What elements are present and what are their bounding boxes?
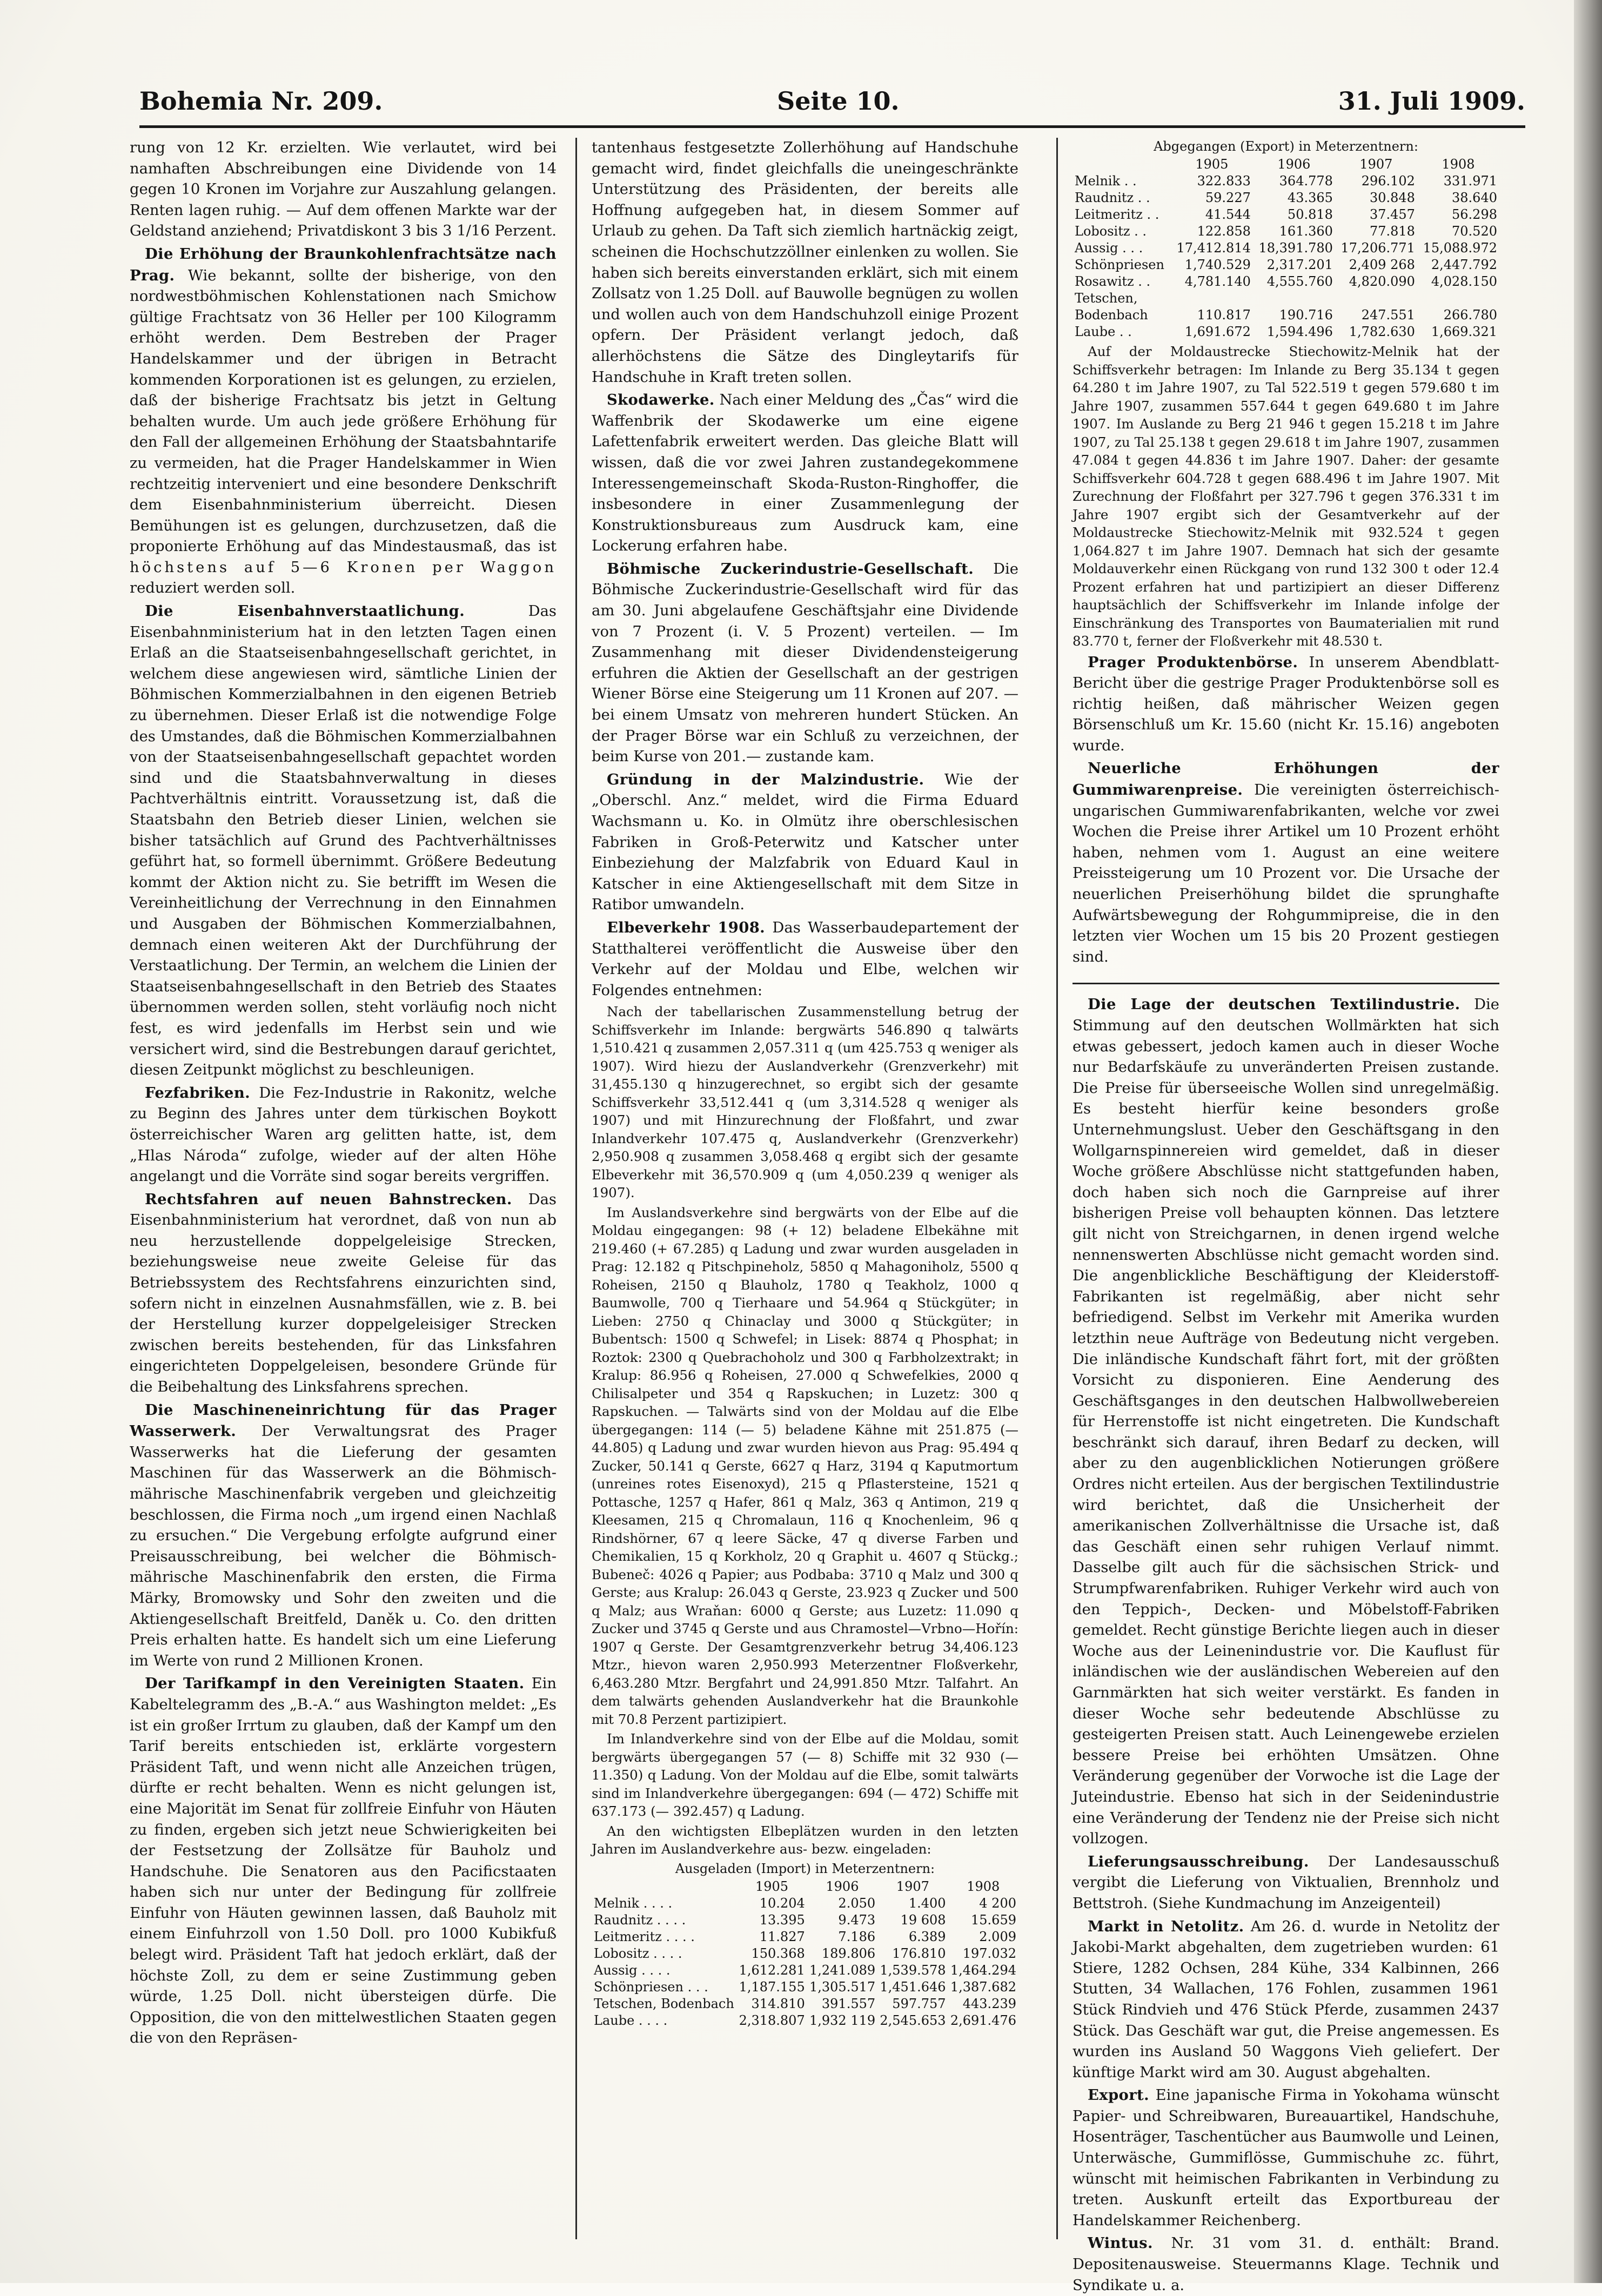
article-headline: Die Maschineneinrichtung für das Prager Wasserwerk. bbox=[130, 1401, 557, 1440]
table-cell: 1,782.630 bbox=[1349, 324, 1415, 339]
article-text: In unserem Abendblatt-Bericht über die gestrige Prager Produktenbörse soll es richtig heißen, daß mährischer Weizen gegen Börsenschluß um Kr. 15.60 (nicht Kr. 15.16) angeboten wurde. bbox=[1073, 654, 1499, 754]
article-paragraph: An den wichtigsten Elbeplätzen wurden in den letzten Jahren im Auslandverkehre aus- bezw. eingeladen: bbox=[592, 1823, 1018, 1857]
table-row bbox=[592, 1945, 1018, 1962]
table-cell: 331.971 bbox=[1443, 173, 1497, 189]
table-cell: 190.716 bbox=[1279, 307, 1333, 323]
article-paragraph: Im Auslandsverkehre sind bergwärts von der Elbe auf die Moldau eingegangen: 98 (+ 12) beladene Elbekähne mit 219.460 (+ 67.285) q Ladung und zwar wurden ausgeladen in Prag: 12.182 q Pitschpineholz, 5850 q Mahagoniholz, 5500 q Roheisen, 2150 q Blauholz, 1780 q Teakholz, 1000 q Baumwolle, 700 q Tierhaare und 54.964 q Stückgüter; in Lieben: 2750 q Chinaclay und 3000 q Stückgüter; in Bubentsch: 1500 q Schwefel; in Lisek: 8874 q Phosphat; in Roztok: 2300 q Quebrachoholz und 300 q Farbholzextrakt; in Kralup: 86.956 q Roheisen, 27.000 q Schwefelkies, 2000 q Chilisalpeter und 354 q Rapskuchen; in Luzetz: 300 q Rapskuchen. — Talwärts sind von der Moldau auf die Elbe übergegangen: 114 (— 5) beladene Kähne mit 251.875 (— 44.805) q Ladung und zwar wurden hievon aus Prag: 95.494 q Zucker, 50.141 q Gerste, 6627 q Harz, 3194 q Kaputmortum (unreines rotes Eisenoxyd), 215 q Pflastersteine, 1521 q Pottasche, 1257 q Hafer, 861 q Malz, 363 q Antimon, 219 q Kleesamen, 215 q Chromalaun, 116 q Knochenleim, 96 q Rindshörner, 67 q leere Säcke, 47 q diverse Farben und Chemikalien, 15 q Korkholz, 20 q Graphit u. 4607 q Stückg.; Bubeneč: 4026 q Papier; aus Podbaba: 3710 q Malz und 300 q Gerste; aus Kralup: 26.043 q Gerste, 23.923 q Zucker und 500 q Malz; aus Wraňan: 6000 q Gerste; aus Luzetz: 11.090 q Zucker und 3745 q Gerste und aus Chramostel—Vrbno—Hořín: 1907 q Gerste. Der Gesamtgrenzverkehr betrug 34,406.123 Mtzr., hievon waren 2,950.993 Meterzentner Floßverkehr, 6,463.280 Mtzr. Bergfahrt und 24,991.850 Mtzr. Talfahrt. An dem talwärts gehenden Auslandverkehr hat die Braunkohle mit 70.8 Perzent partizipiert. bbox=[592, 1204, 1018, 1727]
table-cell: 6.389 bbox=[908, 1929, 946, 1944]
article-text: Nach einer Meldung des „Čas“ wird die Waffenbrik der Skodawerke um eine eigene Lafettenfabrik erweitert werden. Das gleiche Blatt will wissen, daß die vor zwei Jahren zustandegekommene Interessengemeinschaft Skoda-Ruston-Ringhoffer, die insbesondere in einer Zusammenlegung der Konstruktionsbureaus zum Ausdruck kam, eine Lockerung erfahren habe. bbox=[592, 392, 1018, 555]
table-row bbox=[1073, 257, 1499, 273]
article-paragraph bbox=[130, 1673, 557, 2049]
table-cell: 322.833 bbox=[1197, 173, 1251, 189]
table-row-label: Schönpriesen . . . bbox=[594, 1979, 708, 1995]
table-row-label: Tetschen, Bodenbach bbox=[594, 1996, 734, 2011]
table-cell: 2.050 bbox=[838, 1895, 876, 1911]
table-cell: 1,305.517 bbox=[809, 1979, 876, 1995]
table-cell bbox=[1171, 290, 1253, 307]
article-text: Der Verwaltungsrat des Prager Wasserwerks hat die Lieferung der gesamten Maschinen für das Wasserwerk an die Böhmisch-mährische Maschinenfabrik vergeben und gleichzeitig beschlossen, die Firma noch „um irgend einen Nachlaß zu ersuchen.“ Die Vergebung erfolgte aufgrund einer Preisausschreibung, bei welcher die Böhmisch-mährische Maschinenfabrik den ersten, die Firma Märky, Bromowsky und Sohr den zweiten und die Aktiengesellschaft Breitfeld, Daněk u. Co. den dritten Preis erhalten hatte. Es handelt sich um eine Lieferung im Werte von rund 2 Millionen Kronen. bbox=[130, 1423, 557, 1669]
table-cell: 11.827 bbox=[759, 1929, 805, 1944]
article-text: reduziert werden soll. bbox=[130, 580, 296, 597]
article-paragraph bbox=[592, 390, 1018, 557]
table-row-label: Schönpriesen bbox=[1075, 257, 1164, 272]
table-cell: 2,317.201 bbox=[1266, 257, 1333, 272]
column-3 bbox=[1073, 138, 1500, 2294]
section-divider bbox=[1073, 983, 1499, 984]
article-paragraph bbox=[1073, 652, 1499, 757]
article-paragraph bbox=[592, 769, 1018, 916]
table-row bbox=[1073, 190, 1499, 206]
table-cell: 266.780 bbox=[1443, 307, 1497, 323]
article-headline: Die Erhöhung der Braunkohlenfrachtsätze nach Prag. bbox=[130, 245, 557, 284]
table-cell: 7.186 bbox=[838, 1929, 876, 1944]
table-row-label: Leitmeritz . . . . bbox=[594, 1929, 695, 1944]
table-cell: 1,932 119 bbox=[809, 2012, 876, 2028]
article-paragraph bbox=[1073, 758, 1499, 968]
table-cell: 1,740.529 bbox=[1184, 257, 1251, 272]
table-header-cell bbox=[592, 1878, 736, 1895]
article-paragraph bbox=[130, 601, 557, 1081]
article-text: Die Böhmische Zuckerindustrie-Gesellschaft wird für das am 30. Juni abgelaufene Geschäftsjahr eine Dividende von 7 Prozent (i. V. 5 Prozent) verteilen. — Im Zusammenhang mit dieser Dividendensteigerung erfuhren die Aktien der Gesellschaft an der gestrigen Wiener Börse eine Steigerung um 11 Kronen auf 207. — bei einem Umsatz von mehreren hundert Stücken. An der Prager Börse war ein Schluß zu verzeichnen, der beim Kurse von 201.— zustande kam. bbox=[592, 560, 1018, 766]
table-row bbox=[592, 2012, 1018, 2029]
table-row bbox=[592, 1895, 1018, 1912]
masthead bbox=[139, 86, 1525, 124]
table-cell: 19 608 bbox=[900, 1912, 946, 1928]
article-headline: Fezfabriken. bbox=[145, 1084, 251, 1102]
table-cell: 391.557 bbox=[821, 1996, 876, 2011]
table-row bbox=[592, 1912, 1018, 1929]
table-cell: 17,412.814 bbox=[1176, 240, 1251, 256]
article-paragraph bbox=[130, 244, 557, 599]
article-text: Am 26. d. wurde in Netolitz der Jakobi-Markt abgehalten, dem zugetrieben wurden: 61 Stiere, 1282 Ochsen, 284 Kühe, 334 Kalbinnen, 266 Stutten, 34 Wallachen, 176 Fohlen, zusammen 1961 Stück Rindvieh und 476 Stück Pferde, zusammen 2437 Stück. Das Geschäft war gut, die Preise angemessen. Es wurden ins Ausland 50 Waggons Vieh geliefert. Der künftige Markt wird am 30. August abgehalten. bbox=[1073, 1918, 1499, 2081]
article-paragraph bbox=[1073, 2085, 1499, 2231]
article-paragraph: rung von 12 Kr. erzielten. Wie verlautet, wird bei namhaften Abschreibungen eine Dividende von 14 gegen 10 Kronen im Vorjahre zur Auszahlung gelangen. Renten lagen ruhig. — Auf dem offenen Markte war der Geldstand anziehend; Privatdiskont 3 bis 3 1/16 Perzent. bbox=[130, 139, 557, 240]
table-row-label: Melnik . . bbox=[1075, 173, 1137, 189]
table-cell: 15,088.972 bbox=[1423, 240, 1497, 256]
table-header-cell: 1908 bbox=[967, 1878, 1000, 1894]
column-2 bbox=[592, 138, 1018, 2239]
article-headline: Markt in Netolitz. bbox=[1088, 1917, 1244, 1935]
article-text: Eine japanische Firma in Yokohama wünscht Papier- und Schreibwaren, Bureauartikel, Handschuhe, Hosenträger, Taschentücher aus Baumwolle und Leinen, Unterwäsche, Gummiflösse, Gummischuhe zc. führt, wünscht mit heimischen Fabrikanten in Verbindung zu treten. Auskunft erteilt das Exportbureau der Handelskammer Reichenberg. bbox=[1073, 2087, 1499, 2229]
table-cell: 2,691.476 bbox=[950, 2012, 1016, 2028]
table-cell: 4,820.090 bbox=[1349, 274, 1415, 289]
table-row-label: Leitmeritz . . bbox=[1075, 207, 1159, 222]
table-header-cell bbox=[1073, 156, 1171, 173]
article-text: Ein Kabeltelegramm des „B.-A.“ aus Washington meldet: „Es ist ein großer Irrtum zu glauben, daß der Kampf um den Tarif bereits entschieden ist, erklärte vorgestern Präsident Taft, und wenn nicht alle Anzeichen trügen, dürfte er recht behalten. Wenn es nicht gelungen ist, eine Majorität im Senat für zollfreie Einfuhr von Häuten zu finden, ergeben sich jetzt neue Schwierigkeiten bei der Festsetzung der Zollsätze für Bauholz und Handschuhe. Die Senatoren aus den Pacificstaaten haben sich nur unter der Bedingung für zollfreie Einfuhr von Häuten gewinnen lassen, daß Bauholz mit einem Einfuhrzoll von 1.50 Doll. pro 1000 Kubikfuß belegt wird. Präsident Taft hat jedoch erklärt, daß der höchste Zoll, zu dem er seine Zustimmung geben würde, 1.25 Doll. nicht übersteigen dürfe. Die Opposition, die von den mittelwestlichen Staaten gegen die von den Repräsen- bbox=[130, 1675, 557, 2047]
article-paragraph bbox=[130, 1083, 557, 1187]
table-cell: 1,451.646 bbox=[880, 1979, 946, 1995]
article-paragraph bbox=[1073, 2233, 1499, 2296]
article-text: Das Eisenbahnministerium hat verordnet, daß von nun ab neu herzustellende doppelgeleisige Strecken, beziehungsweise neue zweite Geleise für das Betriebssystem des Rechtsfahrens einzurichten sind, sofern nicht in einzelnen Ausnahmsfällen, wie z. B. bei der Herstellung kurzer doppelgeleisiger Strecken zwischen bereits bestehenden, für das Linksfahren eingerichteten Doppelgeleisen, besondere Gründe für die Beibehaltung des Linksfahrens sprechen. bbox=[130, 1191, 557, 1396]
table-cell: 4,555.760 bbox=[1266, 274, 1333, 289]
column-rule bbox=[575, 138, 577, 2239]
table-row bbox=[592, 1996, 1018, 2012]
table-cell: 364.778 bbox=[1279, 173, 1333, 189]
column-rule bbox=[1056, 138, 1058, 2239]
table-row bbox=[592, 1962, 1018, 1979]
article-text: Die vereinigten österreichisch-ungarischen Gummiwarenfabrikanten, welche vor zwei Wochen die Preise ihrer Artikel um 10 Prozent erhöht haben, nehmen vom 1. August an eine weitere Preissteigerung um 10 Prozent vor. Die Ursache der neuerlichen Preiserhöhung bildet die sprunghafte Aufwärtsbewegung der Rohgummipreise, die in den letzten vier Wochen um 15 bis 20 Prozent gestiegen sind. bbox=[1073, 782, 1499, 965]
article-text: Wie bekannt, sollte der bisherige, von den nordwestböhmischen Kohlenstationen nach Smichow gültige Frachtsatz von 36 Heller per 100 Kilogramm erhöht werden. Dem Bestreben der Prager Handelskammer und der übrigen in Betracht kommenden Korporationen ist es gelungen, zu erzielen, daß der bisherige Frachtsatz bis jetzt in Geltung behalten wurde. Um auch jede größere Erhöhung für den Fall der allgemeinen Erhöhung der Staatsbahntarife zu vermeiden, hat die Prager Handelskammer in Wien rechtzeitig interveniert und eine besondere Denkschrift dem Eisenbahnministerium überreicht. Diesen Bemühungen ist es gelungen, durchzusetzen, daß die proponierte Erhöhung auf das Mindestausmaß, das ist bbox=[130, 267, 557, 555]
table-cell: 1,187.155 bbox=[739, 1979, 805, 1995]
article-paragraph bbox=[592, 917, 1018, 1001]
table-cell: 1,241.089 bbox=[809, 1962, 876, 1978]
table-row bbox=[1073, 324, 1499, 340]
table-row-label: Aussig . . . bbox=[1075, 240, 1143, 256]
scan-edge bbox=[1574, 0, 1602, 2283]
article-headline: Elbeverkehr 1908. bbox=[607, 918, 766, 936]
table-cell: 38.640 bbox=[1452, 190, 1497, 205]
table-cell: 50.818 bbox=[1287, 207, 1333, 222]
table-header-row bbox=[1073, 156, 1499, 173]
table-cell bbox=[1417, 290, 1499, 307]
table-cell: 70.520 bbox=[1452, 224, 1497, 239]
table-caption: Abgegangen (Export) in Meterzentnern: bbox=[1154, 139, 1418, 154]
table-cell: 1,612.281 bbox=[739, 1962, 805, 1978]
table-cell: 43.365 bbox=[1287, 190, 1333, 205]
article-paragraph bbox=[130, 1189, 557, 1398]
table-cell: 1,669.321 bbox=[1431, 324, 1497, 339]
article-text: Die Stimmung auf den deutschen Wollmärkten hat sich etwas gebessert, jedoch kamen auch in dieser Woche nur Bedarfskäufe zu unveränderten Preisen zustande. Die Preise für überseeische Wollen sind unregelmäßig. Es besteht hierfür keine besonders große Unternehmungslust. Ueber den Geschäftsgang in den Wollgarnspinnereien wird gemeldet, daß in dieser Woche größere Abschlüsse nicht stattgefunden haben, doch haben sich noch die Garnpreise auf ihrer bisherigen Preise voll behaupten können. Das letztere gilt nicht von Streichgarnen, in denen irgend welche nennenswerten Abschlüsse nicht gemacht worden sind. Die angenblickliche Beschäftigung der Kleiderstoff-Fabrikanten ist regelmäßig, aber nicht sehr befriedigend. Selbst im Verkehr mit Amerika wurden letzthin neue Aufträge von Bedeutung nicht vergeben. Die inländische Kundschaft fährt fort, mit der größten Vorsicht zu disponieren. Eine Aenderung des Geschäftsganges in den deutschen Halbwollwebereien für Herrenstoffe ist nicht eingetreten. Die Kundschaft beschränkt sich darauf, ihren Bedarf zu decken, will aber zu den augenblicklichen Notierungen größere Ordres nicht erteilen. Aus der bergischen Textilindustrie wird berichtet, daß die Unsicherheit der amerikanischen Zollverhältnisse die Ursache ist, daß das Geschäft einen sehr ruhigen Verlauf nimmt. Dasselbe gilt auch für die sächsischen Strick- und Strumpfwarenfabriken. Ruhiger Verkehr wird auch von den Teppich-, Decken- und Möbelstoff-Fabriken gemeldet. Recht günstige Berichte liegen auch in dieser Woche aus der Leinenindustrie vor. Die Kauflust für inländischen wie der ausländischen Webereien auf den Garnmärkten hat sich weiter verstärkt. Es fanden in dieser Woche sehr bedeutende Abschlüsse zu gesteigerten Preisen statt. Auch Leinengewebe erzielen bessere Preise bei erhöhten Umsätzen. Ohne Veränderung gegenüber der Vorwoche ist die Lage der Juteindustrie. Ebenso hat sich in der Seidenindustrie eine Veränderung der Tendenz nie der Preise sich nicht vollzogen. bbox=[1073, 996, 1500, 1848]
table-row bbox=[1073, 173, 1499, 190]
table-cell: 59.227 bbox=[1205, 190, 1251, 205]
article-paragraph bbox=[1073, 1916, 1499, 2084]
table-cell: 161.360 bbox=[1279, 224, 1333, 239]
table-row-label: Raudnitz . . . . bbox=[594, 1912, 686, 1928]
table-row-label: Melnik . . . . bbox=[594, 1895, 673, 1911]
article-text: Das Wasserbaudepartement der Statthalterei veröffentlicht die Ausweise über den Verkehr auf der Moldau und Elbe, welchen wir Folgendes entnehmen: bbox=[592, 919, 1018, 999]
table-row bbox=[1073, 240, 1499, 257]
article-paragraph bbox=[1073, 1851, 1499, 1915]
table-cell: 56.298 bbox=[1452, 207, 1497, 222]
table-caption: Ausgeladen (Import) in Meterzentnern: bbox=[675, 1861, 935, 1876]
article-paragraph: tantenhaus festgesetzte Zollerhöhung auf Handschuhe gemacht wird, findet gleichfalls die uneingeschränkte Unterstützung des Präsidenten, der bereits alle Hoffnung aufgegeben hat, in diesem Sommer auf Urlaub zu gehen. Da Taft sich ziemlich hartnäckig zeigt, scheinen die Hochschutzzöllner einlenken zu wollen. Sie haben sich bereits einverstanden erklärt, sich mit einem Zollsatz von 1.25 Doll. auf Bauwolle begnügen zu wollen und wollen auch von dem Handschuhzoll einige Prozent opfern. Der Präsident verlangt jedoch, daß allerhöchstens die Sätze des Dingleytarifs für Handschuhe in Kraft treten sollen. bbox=[592, 139, 1018, 386]
table-row-label: Rosawitz . . bbox=[1075, 274, 1151, 289]
table-cell: 597.757 bbox=[892, 1996, 946, 2011]
article-headline: Böhmische Zuckerindustrie-Gesellschaft. bbox=[607, 560, 974, 578]
export-table bbox=[1073, 156, 1499, 340]
paper-issue: Bohemia Nr. 209. bbox=[139, 86, 383, 116]
table-row-label: Laube . . . . bbox=[594, 2012, 668, 2028]
masthead-rule bbox=[139, 125, 1525, 128]
table-cell: 296.102 bbox=[1361, 173, 1415, 189]
table-header-cell: 1905 bbox=[1195, 157, 1229, 172]
table-cell: 1,594.496 bbox=[1266, 324, 1333, 339]
table-row bbox=[1073, 273, 1499, 290]
table-cell: 314.810 bbox=[751, 1996, 805, 2011]
article-headline: Der Tarifkampf in den Vereinigten Staaten. bbox=[145, 1675, 525, 1693]
table-header-cell: 1906 bbox=[1277, 157, 1311, 172]
table-cell: 2,318.807 bbox=[739, 2012, 805, 2028]
table-cell: 247.551 bbox=[1361, 307, 1415, 323]
table-cell: 41.544 bbox=[1205, 207, 1251, 222]
table-cell: 4,781.140 bbox=[1184, 274, 1251, 289]
table-cell: 443.239 bbox=[962, 1996, 1016, 2011]
article-paragraph bbox=[130, 1400, 557, 1672]
table-cell: 17,206.771 bbox=[1340, 240, 1415, 256]
table-cell: 110.817 bbox=[1197, 307, 1251, 323]
table-cell: 176.810 bbox=[892, 1945, 946, 1961]
table-cell: 150.368 bbox=[751, 1945, 805, 1961]
table-cell: 122.858 bbox=[1197, 224, 1251, 239]
column-1 bbox=[130, 138, 557, 2239]
table-cell: 2,409 268 bbox=[1349, 257, 1415, 272]
article-headline: Prager Produktenbörse. bbox=[1088, 653, 1298, 671]
table-row-label: Laube . . bbox=[1075, 324, 1132, 339]
table-cell: 30.848 bbox=[1369, 190, 1415, 205]
article-headline: Export. bbox=[1088, 2086, 1150, 2104]
article-paragraph: Nach der tabellarischen Zusammenstellung betrug der Schiffsverkehr im Inlande: bergwärts 546.890 q talwärts 1,510.421 q zusammen 2,057.311 q (um 425.753 q weniger als 1907). Wird hiezu der Auslandverkehr (Grenzverkehr) mit 31,455.130 q hinzugerechnet, so ergibt sich der gesamte Schiffsverkehr 33,512.441 q (um 3,314.528 q weniger als 1907) und mit Hinzurechnung der Floßfahrt, und zwar Inlandverkehr 107.475 q, Auslandverkehr (Grenzverkehr) 2,950.908 q zusammen 3,058.468 q ergibt sich der gesamte Elbeverkehr mit 36,570.909 q (um 4,050.239 q weniger als 1907). bbox=[592, 1004, 1018, 1201]
table-row-label: Lobositz . . . . bbox=[594, 1945, 682, 1961]
table-header-cell: 1907 bbox=[1359, 157, 1393, 172]
table-cell: 1.400 bbox=[908, 1895, 946, 1911]
table-cell: 77.818 bbox=[1369, 224, 1415, 239]
table-cell: 37.457 bbox=[1369, 207, 1415, 222]
article-text: Die Fez-Industrie in Rakonitz, welche zu Beginn des Jahres unter dem türkischen Boykott österreichischer Waren arg gelitten hatte, ist, dem „Hlas Národa“ zufolge, wieder auf der alten Höhe angelangt und die Vorräte sind sogar bereits vergriffen. bbox=[130, 1084, 557, 1185]
article-paragraph: Auf der Moldaustrecke Stiechowitz-Melnik hat der Schiffsverkehr betragen: Im Inlande zu Berg 35.134 t gegen 64.280 t im Jahre 1907, zu Tal 522.519 t gegen 579.680 t im Jahre 1907, zusammen 557.644 t gegen 649.680 t im Jahre 1907. Im Auslande zu Berg 21 946 t gegen 15.218 t im Jahre 1907, zu Tal 25.138 t gegen 29.618 t im Jahre 1907, zusammen 47.084 t gegen 44.836 t im Jahre 1907. Daher: der gesamte Schiffsverkehr 604.728 t gegen 688.496 t im Jahre 1907. Mit Zurechnung der Floßfahrt per 327.796 t gegen 376.331 t im Jahre 1907 ergibt sich der Gesamtverkehr auf der Moldaustrecke Stiechowitz-Melnik mit 932.524 t gegen 1,064.827 t im Jahre 1907. Demnach hat sich der gesamte Moldauverkehr einen Rückgang von rund 132 300 t oder 12.4 Prozent erfahren hat und partizipiert an dieser Differenz hauptsächlich der Schiffsverkehr im Inlande infolge der Einschränkung des Transportes von Baumaterialien mit rund 83.770 t, ferner der Floßverkehr mit 48.530 t. bbox=[1073, 344, 1499, 649]
table-row-label: Raudnitz . . bbox=[1075, 190, 1150, 205]
table-cell: 1,464.294 bbox=[950, 1962, 1016, 1978]
table-header-row bbox=[592, 1878, 1018, 1895]
table-row bbox=[1073, 223, 1499, 240]
table-cell: 197.032 bbox=[962, 1945, 1016, 1961]
article-text: Der Landesausschuß vergibt die Lieferung von Viktualien, Brennholz und Bettstroh. (Siehe Kundmachung im Anzeigenteil) bbox=[1073, 1853, 1499, 1912]
table-cell: 1,691.672 bbox=[1184, 324, 1251, 339]
table-cell: 9.473 bbox=[838, 1912, 876, 1928]
table-cell bbox=[1253, 290, 1335, 307]
table-cell: 2.009 bbox=[979, 1929, 1016, 1944]
table-row bbox=[592, 1929, 1018, 1945]
article-headline: Skodawerke. bbox=[607, 391, 715, 409]
table-cell bbox=[1335, 290, 1417, 307]
article-paragraph: Im Inlandverkehre sind von der Elbe auf die Moldau, somit bergwärts übergegangen 57 (— 8) Schiffe mit 32 930 (— 11.350) q Ladung. Von der Moldau auf die Elbe, somit talwärts sind im Inlandverkehre übergegangen: 694 (— 472) Schiffe mit 637.173 (— 392.457) q Ladung. bbox=[592, 1731, 1018, 1820]
article-paragraph bbox=[592, 559, 1018, 768]
table-cell: 4,028.150 bbox=[1431, 274, 1497, 289]
table-cell: 2,447.792 bbox=[1431, 257, 1497, 272]
article-headline: Neuerliche Erhöhungen der Gummiwarenpreise. bbox=[1073, 760, 1499, 799]
article-headline: Wintus. bbox=[1088, 2234, 1153, 2252]
table-cell: 1,539.578 bbox=[880, 1962, 946, 1978]
table-row bbox=[1073, 290, 1499, 307]
table-cell: 10.204 bbox=[759, 1895, 805, 1911]
article-paragraph bbox=[1073, 994, 1499, 1849]
table-header-cell: 1908 bbox=[1442, 157, 1475, 172]
article-headline: Rechtsfahren auf neuen Bahnstrecken. bbox=[145, 1190, 512, 1208]
table-row bbox=[1073, 307, 1499, 324]
table-cell: 2,545.653 bbox=[880, 2012, 946, 2028]
table-row-label: Tetschen, bbox=[1075, 291, 1138, 306]
table-cell: 1,387.682 bbox=[950, 1979, 1016, 1995]
article-text: Das Eisenbahnministerium hat in den letzten Tagen einen Erlaß an die Staatseisenbahngesellschaft gerichtet, in welchem diese angewiesen wird, sämtliche Linien der Böhmischen Kommerzialbahnen in den eigenen Betrieb zu übernehmen. Dieser Erlaß ist die notwendige Folge des Umstandes, daß die Böhmischen Kommerzialbahnen von der Staatseisenbahngesellschaft gepachtet worden sind und die Staatsbahnverwaltung in dieses Pachtverhältnis eintritt. Voraussetzung ist, daß die Staatsbahn den Betrieb dieser Linien, welchen sie bisher tatsächlich auf Grund des Pachtverhältnisses geführt hat, so formell übernimmt. Größere Bedeutung kommt der Aktion nicht zu. Sie betrifft im Wesen die Vereinheitlichung der Verrechnung in den Einnahmen und Ausgaben der Böhmischen Kommerzialbahnen, demnach einen weiteren Akt der Durchführung der Verstaatlichung. Der Termin, an welchem die Linien der Staatseisenbahngesellschaft in den Betrieb des Staates übernommen werden sollen, steht vorläufig noch nicht fest, es wird jedenfalls im Herbst sein und wie versichert wird, sind die Bestrebungen darauf gerichtet, diesen Zeitpunkt möglichst zu beschleunigen. bbox=[130, 603, 557, 1079]
article-text-spaced: höchstens auf 5—6 Kronen per Waggon bbox=[130, 559, 557, 576]
table-cell: 13.395 bbox=[759, 1912, 805, 1928]
article-headline: Die Eisenbahnverstaatlichung. bbox=[145, 602, 465, 620]
page-number: Seite 10. bbox=[777, 86, 900, 116]
article-text: Nr. 31 vom 31. d. enthält: Brand. Depositenausweise. Steuermanns Klage. Technik und Syndikate u. a. bbox=[1073, 2235, 1499, 2294]
table-row-label: Aussig . . . . bbox=[594, 1962, 671, 1978]
issue-date: 31. Juli 1909. bbox=[1338, 86, 1525, 116]
table-header-cell: 1905 bbox=[755, 1878, 789, 1894]
table-cell: 189.806 bbox=[821, 1945, 876, 1961]
table-row bbox=[1073, 206, 1499, 223]
import-table bbox=[592, 1878, 1018, 2029]
article-headline: Gründung in der Malzindustrie. bbox=[607, 770, 924, 788]
table-row-label: Bodenbach bbox=[1075, 307, 1148, 323]
table-cell: 18,391.780 bbox=[1258, 240, 1333, 256]
table-header-cell: 1907 bbox=[896, 1878, 929, 1894]
table-header-cell: 1906 bbox=[826, 1878, 859, 1894]
table-cell: 15.659 bbox=[971, 1912, 1016, 1928]
table-cell: 4 200 bbox=[979, 1895, 1016, 1911]
table-row-label: Lobositz . . bbox=[1075, 224, 1147, 239]
article-headline: Lieferungsausschreibung. bbox=[1088, 1852, 1309, 1870]
article-headline: Die Lage der deutschen Textilindustrie. bbox=[1088, 996, 1460, 1013]
article-text: Wie der „Oberschl. Anz.“ meldet, wird die Firma Eduard Wachsmann u. Ko. in Olmütz ihre oberschlesischen Fabriken in Groß-Peterwitz und Katscher unter Einbeziehung der Malzfabrik von Eduard Kaul in Katscher in eine Aktiengesellschaft mit dem Sitze in Ratibor umwandeln. bbox=[592, 771, 1018, 914]
table-row bbox=[592, 1979, 1018, 1996]
